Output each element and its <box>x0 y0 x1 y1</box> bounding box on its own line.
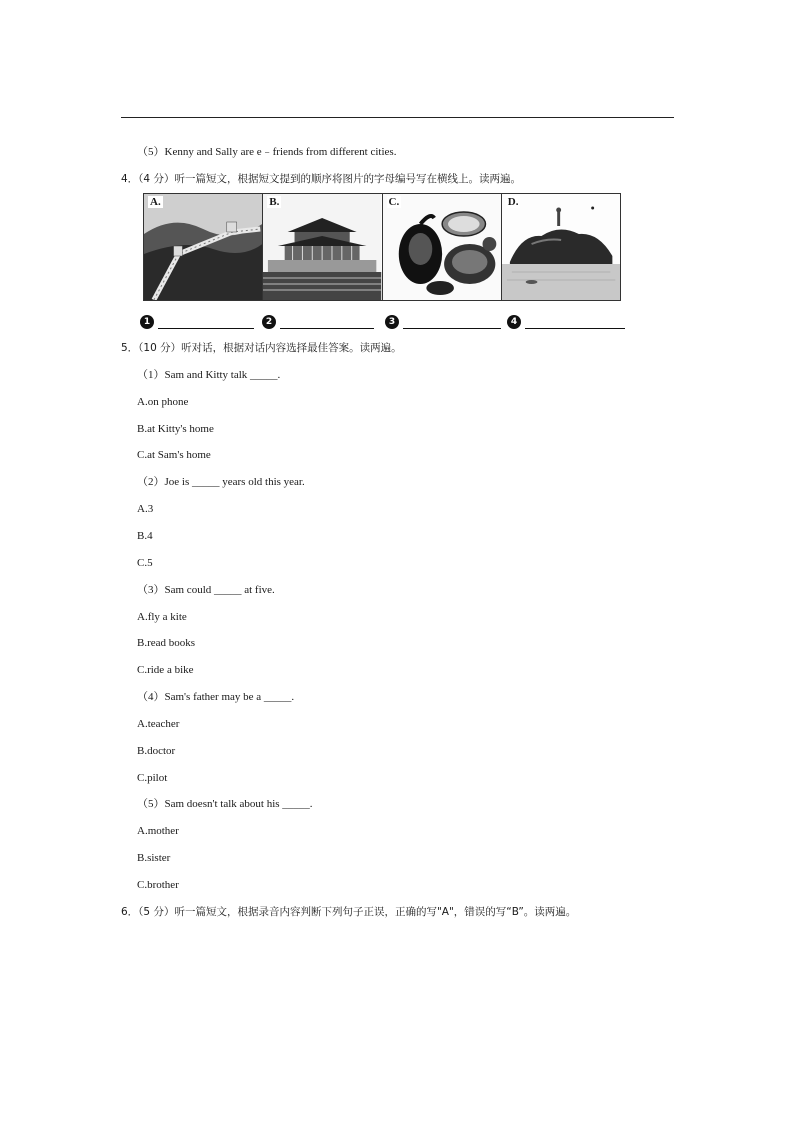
q5-item-1-option-b: B.at Kitty's home <box>137 423 214 435</box>
q5-item-3-option-c: C.ride a bike <box>137 664 194 676</box>
picture-d <box>502 194 620 300</box>
q4-picture-strip <box>143 193 621 301</box>
picture-c <box>383 194 502 300</box>
number-badge-1: 1 <box>140 315 154 329</box>
q4-prompt: 4．（4 分）听一篇短文，根据短文提到的顺序将图片的字母编号写在横线上。读两遍。 <box>121 173 521 185</box>
q5-item-3-option-a: A.fly a kite <box>137 611 187 623</box>
number-badge-4: 4 <box>507 315 521 329</box>
answer-blank-2[interactable] <box>280 328 374 329</box>
q5-item-1-option-c: C.at Sam's home <box>137 449 211 461</box>
q5-item-2-option-b: B.4 <box>137 530 153 542</box>
q5-item-2-option-c: C.5 <box>137 557 153 569</box>
answer-slot-3 <box>385 315 501 329</box>
q5-item-4-stem: （4）Sam's father may be a _____. <box>137 691 295 703</box>
picture-a-label: A. <box>150 196 161 208</box>
answer-slot-1 <box>140 315 254 329</box>
q3-item-5: （5）Kenny and Sally are e﹣friends from different cities. <box>137 146 397 158</box>
picture-b-label: B. <box>269 196 280 208</box>
q5-item-4-option-b: B.doctor <box>137 745 176 757</box>
q5-item-3-stem: （3）Sam could _____ at five. <box>137 584 275 596</box>
q4-answer-blanks <box>140 315 630 333</box>
picture-a <box>144 194 263 300</box>
answer-slot-2 <box>262 315 374 329</box>
forbidden-city-photo-icon <box>263 194 381 300</box>
beihai-park-photo-icon <box>502 194 620 300</box>
q6-prompt: 6．（5 分）听一篇短文，根据录音内容判断下列句子正误，正确的写"A"，错误的写“B”。读两遍。 <box>121 906 577 918</box>
picture-c-label: C. <box>388 196 400 208</box>
q5-item-4-option-a: A.teacher <box>137 718 180 730</box>
q5-item-5-option-a: A.mother <box>137 825 179 837</box>
answer-blank-3[interactable] <box>403 328 501 329</box>
answer-blank-1[interactable] <box>158 328 254 329</box>
q5-item-1-option-a: A.on phone <box>137 396 189 408</box>
answer-slot-4 <box>507 315 625 329</box>
q5-item-1-stem: （1）Sam and Kitty talk _____. <box>137 369 281 381</box>
q5-prompt: 5．（10 分）听对话，根据对话内容选择最佳答案。读两遍。 <box>121 342 402 354</box>
number-badge-3: 3 <box>385 315 399 329</box>
roast-duck-photo-icon <box>383 194 501 300</box>
q5-item-5-option-b: B.sister <box>137 852 171 864</box>
picture-b <box>263 194 382 300</box>
q5-item-2-stem: （2）Joe is _____ years old this year. <box>137 476 305 488</box>
q5-item-3-option-b: B.read books <box>137 637 196 649</box>
header-rule <box>121 117 674 118</box>
picture-d-label: D. <box>507 196 519 208</box>
q5-item-4-option-c: C.pilot <box>137 772 168 784</box>
great-wall-photo-icon <box>144 194 262 300</box>
q5-item-5-stem: （5）Sam doesn't talk about his _____. <box>137 798 313 810</box>
q5-item-2-option-a: A.3 <box>137 503 154 515</box>
q5-item-5-option-c: C.brother <box>137 879 179 891</box>
number-badge-2: 2 <box>262 315 276 329</box>
answer-blank-4[interactable] <box>525 328 625 329</box>
